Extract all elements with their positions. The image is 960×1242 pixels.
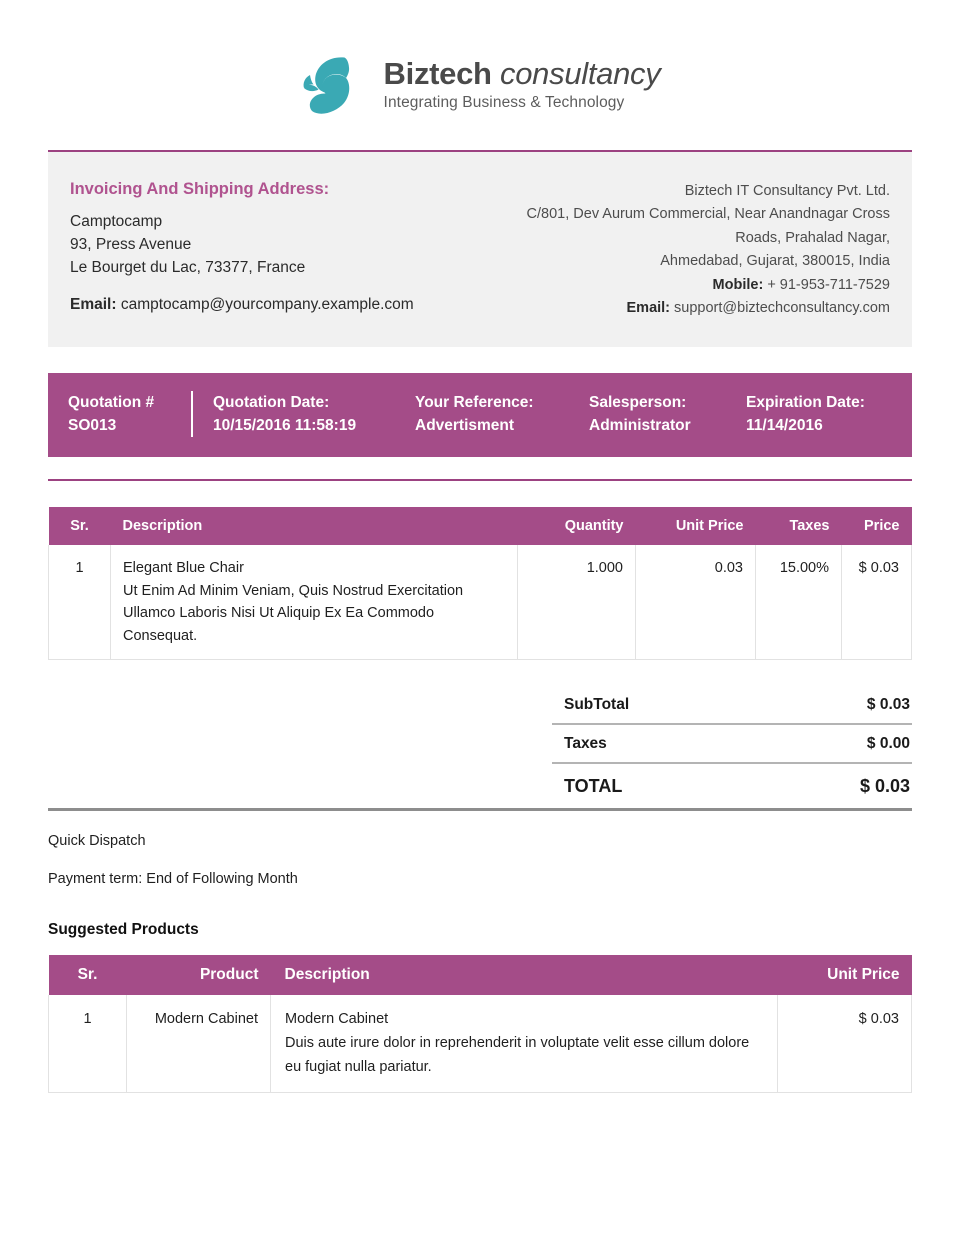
logo-tagline: Integrating Business & Technology <box>383 93 625 111</box>
logo-name-italic: consultancy <box>500 55 661 91</box>
totals-bottom-rule <box>48 808 912 811</box>
col-header-unit-price: Unit Price <box>636 507 756 545</box>
suggested-products-section <box>48 955 912 1093</box>
item-quantity: 1.000 <box>518 545 636 659</box>
customer-address-line: Camptocamp <box>70 213 163 230</box>
company-mobile-label: Mobile: <box>712 276 764 293</box>
item-unit-price: 0.03 <box>636 545 756 659</box>
customer-email-value: camptocamp@yourcompany.example.com <box>120 296 414 314</box>
item-description: Ut Enim Ad Minim Veniam, Quis Nostrud Exercitation Ullamco Laboris Nisi Ut Aliquip Ex Ea Commodo Consequat. <box>123 583 464 644</box>
customer-address-block <box>70 180 480 321</box>
notes-section <box>48 833 912 887</box>
customer-address-line: Le Bourget du Lac, 73377, France <box>70 258 306 276</box>
quotation-date-value: 10/15/2016 11:58:19 <box>213 417 357 435</box>
customer-email-label: Email: <box>70 296 117 314</box>
totals-table <box>552 686 912 808</box>
subtotal-row <box>552 686 912 724</box>
line-items-table <box>48 507 912 659</box>
your-reference-value: Advertisment <box>415 417 515 435</box>
col-header-quantity: Quantity <box>518 507 636 545</box>
sugg-col-header-description: Description <box>271 955 778 995</box>
sugg-description-cell <box>271 995 778 1093</box>
taxes-total-label: Taxes <box>552 724 751 763</box>
company-email-value: support@biztechconsultancy.com <box>674 300 890 317</box>
company-address-line: Biztech IT Consultancy Pvt. Ltd. <box>684 183 890 199</box>
company-mobile-value: + 91-953-711-7529 <box>767 276 890 293</box>
table-row <box>49 545 912 659</box>
quotation-number-value: SO013 <box>68 417 117 435</box>
quotation-bar-underline <box>48 479 912 481</box>
company-address-line: C/801, Dev Aurum Commercial, Near Anandnagar Cross <box>526 206 890 223</box>
company-email-label: Email: <box>626 300 671 317</box>
logo-name-bold: Biztech <box>383 55 492 91</box>
line-items-section <box>48 507 912 659</box>
company-address-line: Roads, Prahalad Nagar, <box>735 229 890 246</box>
line-items-header-row <box>49 507 912 545</box>
item-price: $ 0.03 <box>842 545 912 659</box>
address-panel <box>48 152 912 347</box>
item-sr: 1 <box>49 545 111 659</box>
company-mobile <box>480 274 890 297</box>
suggested-products-title: Suggested Products <box>48 920 199 938</box>
grand-total-row <box>552 763 912 808</box>
col-header-price: Price <box>842 507 912 545</box>
company-email <box>480 297 890 320</box>
col-header-sr: Sr. <box>49 507 111 545</box>
subtotal-label: SubTotal <box>552 686 751 724</box>
company-address-block <box>480 180 890 321</box>
sugg-name: Modern Cabinet <box>285 1010 389 1027</box>
suggested-header-row <box>49 955 912 995</box>
sugg-col-header-product: Product <box>127 955 271 995</box>
customer-address-line: 93, Press Avenue <box>70 235 192 253</box>
item-description-cell <box>111 545 518 659</box>
quotation-date-label: Quotation Date: <box>213 393 330 411</box>
item-name: Elegant Blue Chair <box>123 560 244 577</box>
address-title: Invoicing And Shipping Address: <box>70 180 330 198</box>
company-logo-block <box>0 0 960 150</box>
your-reference-label: Your Reference: <box>415 393 534 411</box>
grand-total-value: $ 0.03 <box>859 775 910 796</box>
col-header-taxes: Taxes <box>756 507 842 545</box>
sugg-product: Modern Cabinet <box>127 995 271 1093</box>
salesperson-value: Administrator <box>589 417 691 435</box>
quotation-summary-bar <box>48 373 912 458</box>
sugg-unit-price: $ 0.03 <box>778 995 912 1093</box>
table-row <box>49 995 912 1093</box>
salesperson-cell <box>569 391 726 438</box>
quotation-number-cell <box>48 391 191 438</box>
quotation-date-cell <box>191 391 395 438</box>
sugg-col-header-unit-price: Unit Price <box>778 955 912 995</box>
subtotal-value: $ 0.03 <box>751 686 912 724</box>
salesperson-label: Salesperson: <box>589 393 687 411</box>
taxes-row <box>552 724 912 763</box>
grand-total-label: TOTAL <box>564 775 623 796</box>
taxes-total-value: $ 0.00 <box>751 724 912 763</box>
sugg-sr: 1 <box>49 995 127 1093</box>
company-address-line: Ahmedabad, Gujarat, 380015, India <box>660 253 890 270</box>
biztech-swoosh-logo-icon <box>300 52 374 116</box>
note-quick-dispatch: Quick Dispatch <box>48 832 146 849</box>
expiration-date-label: Expiration Date: <box>746 393 865 411</box>
quotation-number-label: Quotation # <box>68 393 155 411</box>
suggested-products-table <box>48 955 912 1093</box>
totals-section <box>48 686 912 808</box>
expiration-date-value: 11/14/2016 <box>746 417 823 435</box>
item-taxes: 15.00% <box>756 545 842 659</box>
customer-email <box>70 296 480 314</box>
note-payment-term: Payment term: End of Following Month <box>48 870 298 887</box>
sugg-col-header-sr: Sr. <box>49 955 127 995</box>
sugg-description: Duis aute irure dolor in reprehenderit in voluptate velit esse cillum dolore eu fugiat nulla pariatur. <box>285 1035 750 1075</box>
col-header-description: Description <box>111 507 518 545</box>
expiration-date-cell <box>726 391 912 438</box>
your-reference-cell <box>395 391 569 438</box>
